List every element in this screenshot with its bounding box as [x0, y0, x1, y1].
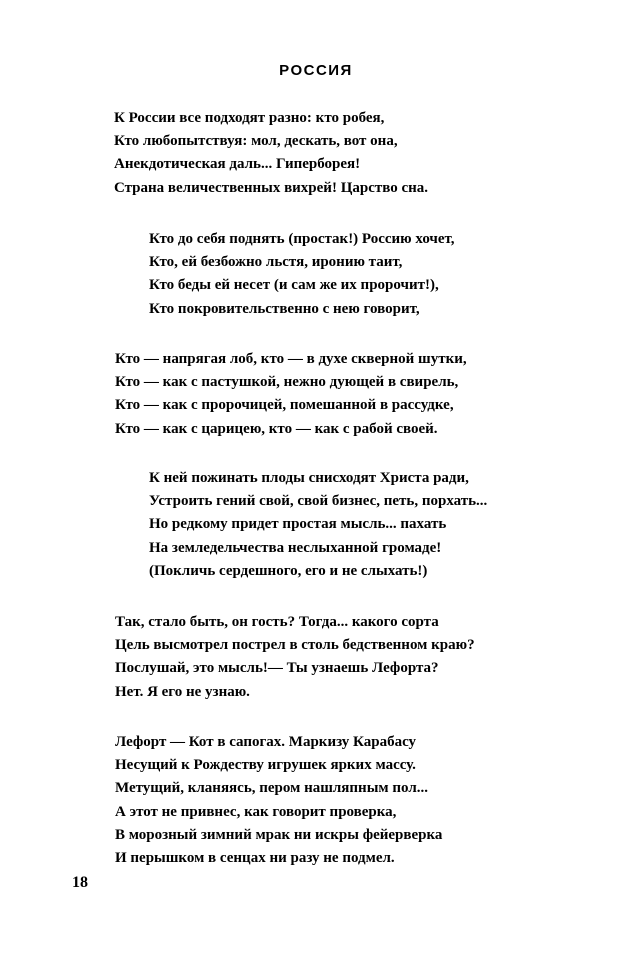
poem-line: Но редкому придет простая мысль... пахать: [149, 516, 447, 533]
poem-title: РОССИЯ: [279, 62, 353, 79]
stanza-1: [114, 107, 428, 200]
poem-line: Послушай, это мысль!— Ты узнаешь Лефорта?: [115, 660, 439, 677]
poem-line: К ней пожинать плоды снисходят Христа ради,: [149, 470, 469, 486]
poem-line: Кто покровительственно с нею говорит,: [149, 300, 420, 317]
poem-line: Нет. Я его не узнаю.: [115, 683, 250, 700]
poem-line: Так, стало быть, он гость? Тогда... какого сорта: [115, 614, 439, 630]
page-number: 18: [72, 874, 88, 891]
poem-line: Устроить гений свой, свой бизнес, петь, порхать...: [149, 493, 488, 510]
stanza-5: [115, 611, 475, 704]
poem-line: На земледельчества неслыханной громаде!: [149, 539, 442, 556]
poem-line: К России все подходят разно: кто робея,: [114, 110, 385, 126]
poem-line: Кто до себя поднять (простак!) Россию хочет,: [149, 231, 455, 247]
poem-line: (Покличь сердешного, его и не слыхать!): [149, 562, 428, 579]
poem-line: Кто — напрягая лоб, кто — в духе скверной шутки,: [115, 351, 467, 367]
poem-line: Кто любопытствуя: мол, дескать, вот она,: [114, 133, 398, 150]
poem-line: Анекдотическая даль... Гиперборея!: [114, 156, 361, 173]
stanza-6: [115, 731, 442, 870]
poem-line: Кто — как с пророчицей, помешанной в рассудке,: [115, 397, 454, 414]
poem-line: Кто беды ей несет (и сам же их пророчит!),: [149, 277, 439, 294]
poem-line: Кто — как с царицею, кто — как с рабой своей.: [115, 420, 438, 437]
stanza-2: [149, 228, 455, 321]
poem-line: Кто, ей безбожно льстя, иронию таит,: [149, 254, 403, 271]
stanza-3: [115, 348, 467, 441]
poem-line: А этот не привнес, как говорит проверка,: [115, 803, 397, 820]
poem-line: Несущий к Рождеству игрушек ярких массу.: [115, 757, 416, 774]
poem-line: Лефорт — Кот в сапогах. Маркизу Карабасу: [115, 734, 417, 750]
poem-line: Кто — как с пастушкой, нежно дующей в свирель,: [115, 374, 459, 391]
poem-line: И перышком в сенцах ни разу не подмел.: [115, 850, 395, 867]
poem-line: В морозный зимний мрак ни искры фейерверка: [115, 826, 443, 843]
poem-line: Цель высмотрел пострел в столь бедственном краю?: [115, 637, 475, 654]
poem-line: Метущий, кланяясь, пером нашляпным пол...: [115, 780, 428, 797]
poem-line: Страна величественных вихрей! Царство сна.: [114, 179, 429, 196]
stanza-4: [149, 467, 487, 583]
